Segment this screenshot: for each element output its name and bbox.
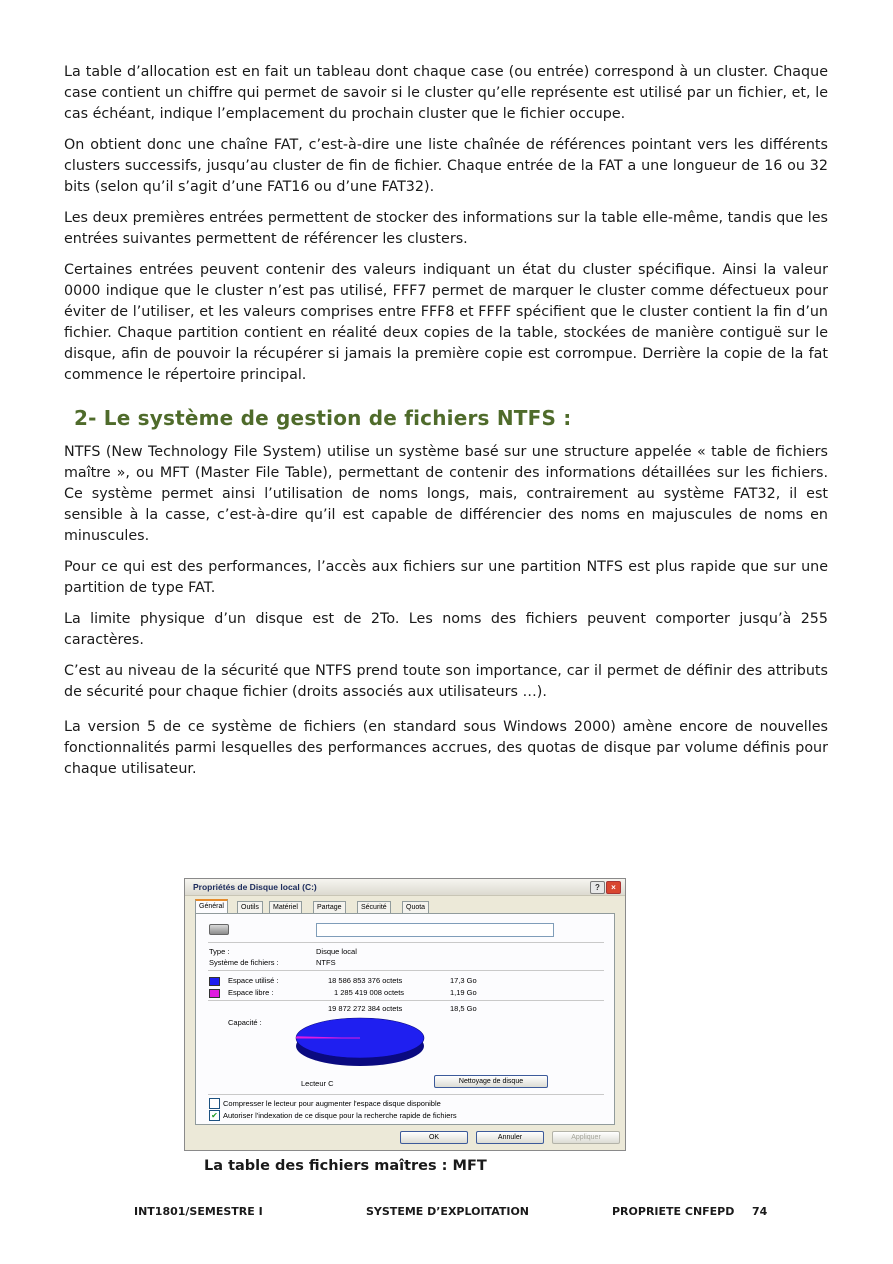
tab-general[interactable]: Général bbox=[195, 899, 228, 915]
filesystem-label: Système de fichiers : bbox=[209, 958, 279, 967]
paragraph: La limite physique d’un disque est de 2To. Les noms des fichiers peuvent comporter jusqu’à 255 caractères. bbox=[64, 611, 828, 648]
divider bbox=[208, 1094, 604, 1095]
tab-security[interactable]: Sécurité bbox=[357, 901, 391, 913]
paragraph: NTFS (New Technology File System) utilise un système basé sur une structure appelée « table de fichiers maître », ou MFT (Master File Table), permettant de contenir des informations détaillées sur les fichiers. Ce système permet ainsi l’utilisation de noms longs, mais, contrairement au système FAT32, il est sensible à la casse, c’est-à-dire qu’il est capable de différencier des noms en majuscules de noms en minuscules. bbox=[64, 444, 828, 544]
disk-cleanup-button[interactable]: Nettoyage de disque bbox=[434, 1075, 548, 1088]
dialog-title: Propriétés de Disque local (C:) bbox=[193, 882, 317, 892]
compress-checkbox[interactable] bbox=[209, 1098, 220, 1109]
compress-label: Compresser le lecteur pour augmenter l'espace disque disponible bbox=[223, 1099, 441, 1108]
apply-button[interactable]: Appliquer bbox=[552, 1131, 620, 1144]
ok-button[interactable]: OK bbox=[400, 1131, 468, 1144]
tab-sharing[interactable]: Partage bbox=[313, 901, 346, 913]
free-space-label: Espace libre : bbox=[228, 988, 274, 997]
paragraph: C’est au niveau de la sécurité que NTFS prend toute son importance, car il permet de définir des attributs de sécurité pour chaque fichier (droits associés aux utilisateurs …). bbox=[64, 663, 828, 700]
footer-subject: SYSTEME D’EXPLOITATION bbox=[366, 1205, 530, 1218]
paragraph: On obtient donc une chaîne FAT, c’est-à-dire une liste chaînée de références pointant vers les différents clusters successifs, jusqu’au cluster de fin de fichier. Chaque entrée de la FAT a une longueur de 16 ou 32 bits (selon qu’il s’agit d’une FAT16 ou d’une FAT32). bbox=[64, 137, 828, 195]
used-space-bytes: 18 586 853 376 octets bbox=[328, 976, 403, 985]
paragraph: Certaines entrées peuvent contenir des valeurs indiquant un état du cluster spécifique. Ainsi la valeur 0000 indique que le cluster n’est pas utilisé, FFF7 permet de marquer le cluster comme défectueux pour éviter de l’utiliser, et les valeurs comprises entre FFF8 et FFFF spécifient que le cluster contient la fin d’un fichier. Chaque partition contient en réalité deux copies de la table, stockées de manière contiguë sur le disque, afin de pouvoir la récupérer si jamais la première copie est corrompue. Derrière la copie de la fat commence le répertoire principal. bbox=[64, 262, 828, 383]
capacity-size: 18,5 Go bbox=[450, 1004, 477, 1013]
free-space-swatch bbox=[209, 989, 220, 998]
type-label: Type : bbox=[209, 947, 230, 956]
filesystem-value: NTFS bbox=[316, 958, 336, 967]
paragraph: La table d’allocation est en fait un tableau dont chaque case (ou entrée) correspond à un cluster. Chaque case contient un chiffre qui permet de savoir si le cluster qu’elle représente est utilisé par un fichier, et, le cas échéant, indique l’emplacement du prochain cluster que le fichier occupe. bbox=[64, 64, 828, 122]
disk-usage-pie bbox=[292, 1012, 428, 1068]
divider bbox=[208, 1000, 604, 1001]
section-heading: 2- Le système de gestion de fichiers NTFS : bbox=[74, 406, 572, 430]
document-body bbox=[64, 62, 828, 790]
paragraph: Pour ce qui est des performances, l’accès aux fichiers sur une partition NTFS est plus rapide que sur une partition de type FAT. bbox=[64, 559, 828, 596]
free-space-bytes: 1 285 419 008 octets bbox=[334, 988, 405, 997]
dialog-title-bar bbox=[185, 879, 625, 896]
index-label: Autoriser l'indexation de ce disque pour la recherche rapide de fichiers bbox=[223, 1111, 457, 1120]
capacity-label: Capacité : bbox=[228, 1018, 262, 1027]
page-number: 74 bbox=[752, 1205, 768, 1218]
help-button[interactable]: ? bbox=[590, 881, 605, 894]
tab-hardware[interactable]: Matériel bbox=[269, 901, 302, 913]
hard-drive-icon bbox=[209, 924, 229, 935]
cancel-button[interactable]: Annuler bbox=[476, 1131, 544, 1144]
divider bbox=[208, 942, 604, 943]
divider bbox=[208, 970, 604, 971]
used-space-size: 17,3 Go bbox=[450, 976, 477, 985]
tab-tools[interactable]: Outils bbox=[237, 901, 263, 913]
close-button[interactable]: × bbox=[606, 881, 621, 894]
footer-owner: PROPRIETE CNFEPD bbox=[612, 1205, 735, 1218]
volume-name-input[interactable] bbox=[316, 923, 554, 937]
used-space-label: Espace utilisé : bbox=[228, 976, 279, 985]
paragraph: La version 5 de ce système de fichiers (en standard sous Windows 2000) amène encore de nouvelles fonctionnalités parmi lesquelles des performances accrues, des quotas de disque par volume définis pour chaque utilisateur. bbox=[64, 719, 828, 777]
paragraph: Les deux premières entrées permettent de stocker des informations sur la table elle-même, tandis que les entrées suivantes permettent de référencer les clusters. bbox=[64, 210, 828, 247]
footer-course-code: INT1801/SEMESTRE I bbox=[134, 1205, 263, 1218]
general-panel bbox=[195, 913, 615, 1125]
tab-quota[interactable]: Quota bbox=[402, 901, 429, 913]
figure-caption: La table des fichiers maîtres : MFT bbox=[204, 1158, 487, 1174]
used-space-swatch bbox=[209, 977, 220, 986]
capacity-bytes: 19 872 272 384 octets bbox=[328, 1004, 403, 1013]
free-space-size: 1,19 Go bbox=[450, 988, 477, 997]
index-checkbox[interactable]: ✔ bbox=[209, 1110, 220, 1121]
disk-properties-dialog bbox=[184, 878, 626, 1151]
drive-label: Lecteur C bbox=[301, 1079, 334, 1088]
type-value: Disque local bbox=[316, 947, 357, 956]
